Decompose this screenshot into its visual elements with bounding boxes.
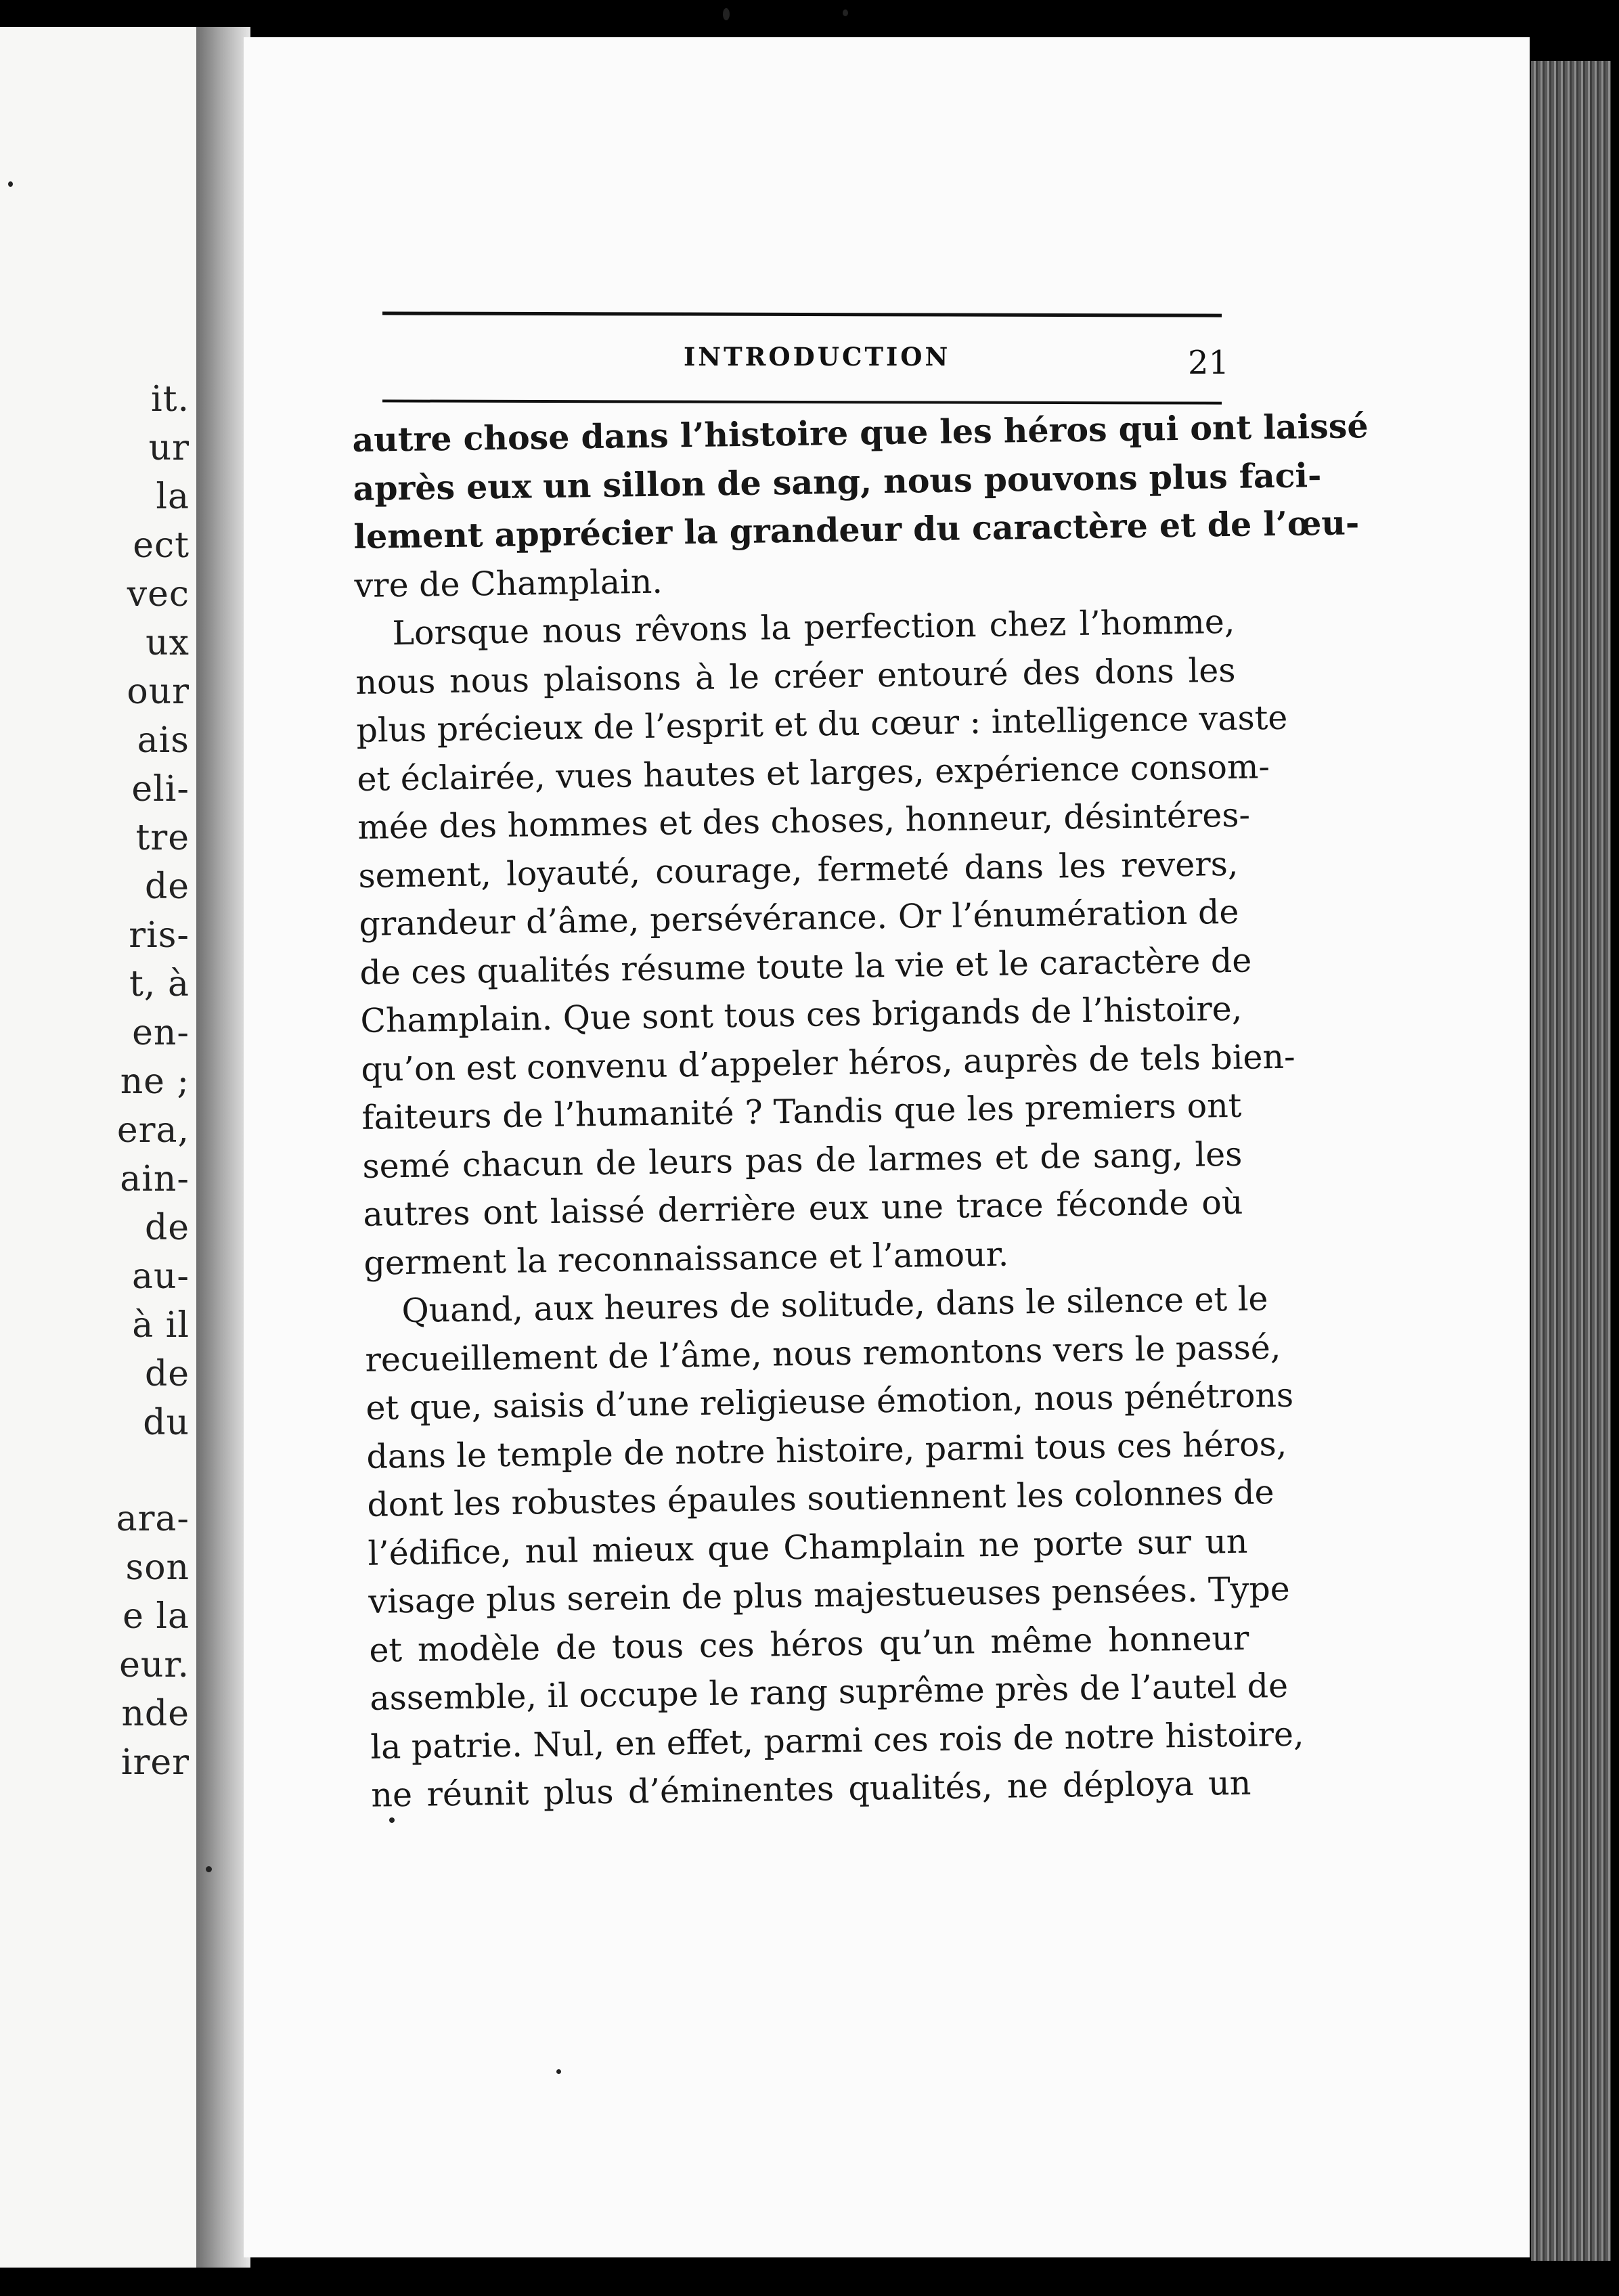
left-page-fragment: la xyxy=(156,477,190,517)
left-page-fragment: eli- xyxy=(131,769,190,810)
text-line: dont les robustes épaules soutiennent les colonnes de xyxy=(367,1473,1274,1524)
scan-speck xyxy=(389,1817,395,1823)
left-page-fragment: era, xyxy=(116,1110,190,1151)
left-page xyxy=(0,27,203,2268)
text-line: faiteurs de l’humanité ? Tandis que les premiers ont xyxy=(361,1086,1242,1137)
left-page-fragment: de xyxy=(144,1354,190,1394)
text-line: Champlain. Que sont tous ces brigands de l’histoire, xyxy=(360,989,1243,1040)
book-gutter xyxy=(196,27,250,2268)
scan-speck xyxy=(723,8,730,20)
running-title: INTRODUCTION xyxy=(684,342,951,372)
left-page-fragment: du xyxy=(143,1403,190,1443)
text-line: lement apprécier la grandeur du caractère et de l’œu- xyxy=(353,503,1360,556)
text-line: mée des hommes et des choses, honneur, désintéres- xyxy=(357,795,1251,847)
text-line: sement, loyauté, courage, fermeté dans les revers, xyxy=(358,844,1239,896)
text-line: recueillement de l’âme, nous remontons vers le passé, xyxy=(365,1327,1281,1379)
text-line: après eux un sillon de sang, nous pouvons plus faci- xyxy=(353,455,1322,508)
text-line: et que, saisis d’une religieuse émotion, nous pénétrons xyxy=(365,1375,1294,1428)
left-page-fragment: à il xyxy=(132,1305,190,1346)
left-page-fragment: nde xyxy=(121,1694,190,1734)
left-page-fragment: son xyxy=(125,1547,190,1588)
left-page-fragment: ara- xyxy=(116,1499,190,1539)
scan-speck xyxy=(556,2069,561,2074)
left-page-fragment: ais xyxy=(137,720,190,761)
text-line: germent la reconnaissance et l’amour. xyxy=(363,1235,1009,1283)
text-line: qu’on est convenu d’appeler héros, auprès de tels bien- xyxy=(361,1037,1295,1089)
text-line: la patrie. Nul, en effet, parmi ces rois de notre histoire, xyxy=(370,1715,1304,1767)
left-page-fragment: eur. xyxy=(119,1645,190,1685)
left-page-fragment: ur xyxy=(148,428,190,468)
left-page-fragment: tre xyxy=(135,818,190,858)
text-line: nous nous plaisons à le créer entouré des dons les xyxy=(355,650,1236,702)
text-line: dans le temple de notre histoire, parmi tous ces héros, xyxy=(366,1424,1287,1476)
page-number: 21 xyxy=(1188,344,1230,382)
text-line: ne réunit plus d’éminentes qualités, ne déploya un xyxy=(371,1763,1251,1815)
text-line: grandeur d’âme, persévérance. Or l’énumération de xyxy=(359,892,1239,944)
left-page-fragment: ux xyxy=(146,623,190,663)
text-line: vre de Champlain. xyxy=(354,562,663,605)
text-line: visage plus serein de plus majestueuses pensées. Type xyxy=(368,1569,1291,1621)
left-page-fragment: vec xyxy=(127,574,190,615)
left-page-fragment: it. xyxy=(150,379,190,420)
left-page-fragment: ain- xyxy=(120,1159,190,1199)
text-line: et éclairée, vues hautes et larges, expérience consom- xyxy=(357,747,1270,799)
text-line: et modèle de tous ces héros qu’un même honneur xyxy=(369,1618,1249,1670)
text-line: semé chacun de leurs pas de larmes et de sang, les xyxy=(362,1134,1243,1186)
left-page-fragment: e la xyxy=(123,1596,190,1637)
scan-speck xyxy=(206,1866,212,1872)
text-line: plus précieux de l’esprit et du cœur : intelligence vaste xyxy=(356,698,1288,750)
scan-speck xyxy=(8,181,13,187)
left-page-fragment: en- xyxy=(132,1013,190,1053)
scan-speck xyxy=(843,9,848,16)
text-line: Lorsque nous rêvons la perfection chez l’homme, xyxy=(392,602,1235,653)
text-line: autres ont laissé derrière eux une trace féconde où xyxy=(363,1183,1243,1234)
left-page-fragment: au- xyxy=(131,1256,190,1297)
left-page-fragment: ris- xyxy=(129,915,190,956)
left-page-fragment: our xyxy=(127,671,190,712)
left-page-text-edge xyxy=(0,27,196,2268)
text-line: assemble, il occupe le rang suprême près de l’autel de xyxy=(370,1666,1289,1718)
text-line: l’édifice, nul mieux que Champlain ne porte sur un xyxy=(368,1522,1248,1573)
text-line: autre chose dans l’histoire que les héros qui ont laissé xyxy=(352,406,1369,460)
left-page-fragment: de xyxy=(144,1208,190,1248)
left-page-fragment: irer xyxy=(120,1742,190,1783)
text-line: de ces qualités résume toute la vie et le caractère de xyxy=(359,941,1252,992)
left-page-fragment: ect xyxy=(133,525,190,566)
body-text xyxy=(352,404,1369,1819)
text-line: Quand, aux heures de solitude, dans le silence et le xyxy=(401,1279,1268,1331)
page-edge-stack xyxy=(1531,61,1611,2261)
left-page-fragment: de xyxy=(144,866,190,907)
left-page-fragment: ne ; xyxy=(120,1061,190,1102)
left-page-fragment: t, à xyxy=(129,964,190,1005)
